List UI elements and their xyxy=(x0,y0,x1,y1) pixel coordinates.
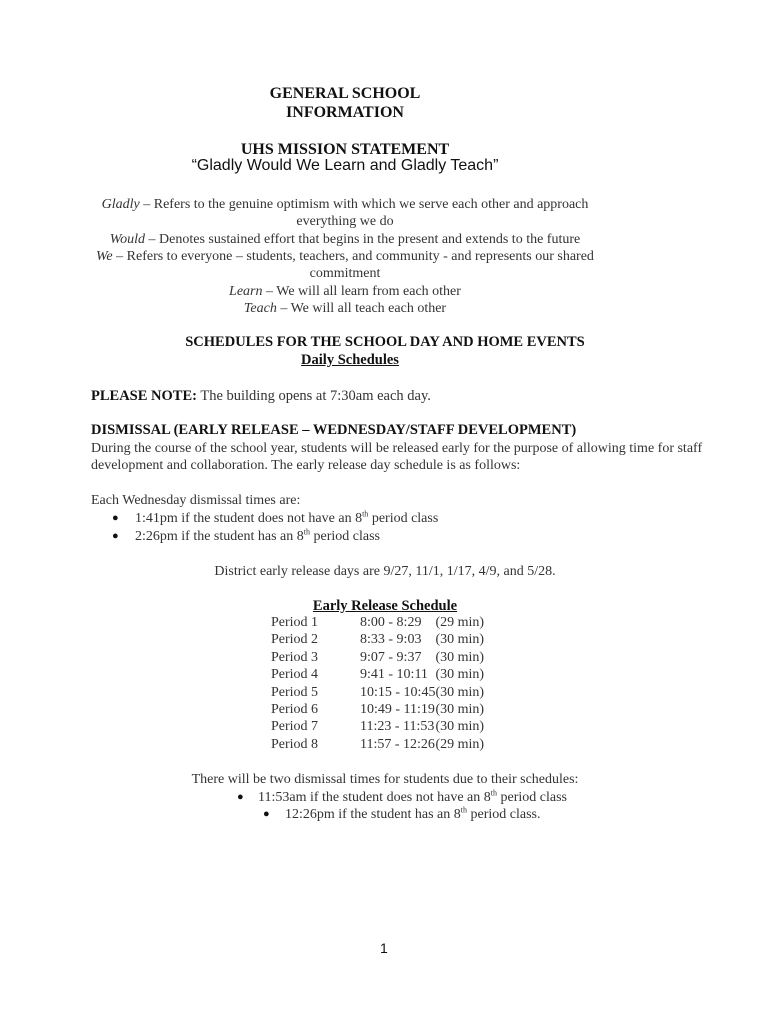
please-note-text: The building opens at 7:30am each day. xyxy=(196,388,431,404)
schedule-duration: (30 min) xyxy=(435,719,485,735)
schedule-row xyxy=(271,718,484,735)
mission-gladly-line-2: everything we do xyxy=(296,214,394,229)
schedule-period: Period 2 xyxy=(271,632,319,648)
schedule-time: 11:23 - 11:53 xyxy=(360,719,435,735)
bullet-icon: ● xyxy=(112,512,119,524)
gladly-word: Gladly xyxy=(101,197,140,212)
would-word: Would xyxy=(109,232,146,247)
schedule-time: 9:41 - 10:11 xyxy=(360,667,428,683)
early-release-table xyxy=(271,614,484,753)
wednesday-bullet-1-tail: period class xyxy=(368,511,439,526)
schedule-duration: (30 min) xyxy=(435,684,485,700)
please-note-label: PLEASE NOTE: xyxy=(91,388,197,404)
dismissal-bullet-2-text: 12:26pm if the student has an 8 xyxy=(285,807,461,822)
ordinal-suffix: th xyxy=(303,527,310,537)
schedule-duration: (30 min) xyxy=(435,667,485,683)
wednesday-bullet-1 xyxy=(135,510,438,528)
mission-quote: “Gladly Would We Learn and Gladly Teach” xyxy=(191,157,499,174)
schedules-heading: SCHEDULES FOR THE SCHOOL DAY AND HOME EVENTS xyxy=(185,334,585,350)
schedule-duration: (29 min) xyxy=(435,736,485,752)
district-release-days: District early release days are 9/27, 11/1, 1/17, 4/9, and 5/28. xyxy=(214,564,556,579)
schedule-time: 8:00 - 8:29 xyxy=(360,615,422,630)
schedule-period: Period 5 xyxy=(271,684,319,700)
schedule-period: Period 3 xyxy=(271,649,319,665)
mission-we-line-2: commitment xyxy=(309,266,381,281)
early-release-title: Early Release Schedule xyxy=(312,598,458,614)
dismissal-paragraph-line-1: During the course of the school year, students will be released early for the purpose of allowing time for staff xyxy=(91,441,703,456)
schedule-row xyxy=(271,701,484,718)
bullet-icon: ● xyxy=(112,530,119,542)
mission-teach-line xyxy=(0,300,690,318)
wednesday-bullet-2-tail: period class xyxy=(310,529,380,544)
wednesday-bullet-1-text: 1:41pm if the student does not have an 8 xyxy=(135,511,363,526)
schedule-row xyxy=(271,631,484,648)
schedule-period: Period 4 xyxy=(271,667,319,683)
dismissal-bullet-1 xyxy=(258,789,567,807)
schedule-period: Period 1 xyxy=(271,615,319,630)
dismissal-bullet-2-tail: period class. xyxy=(467,807,541,822)
dismissal-bullet-1-text: 11:53am if the student does not have an 8 xyxy=(258,790,491,805)
teach-word: Teach xyxy=(243,301,277,316)
we-word: We xyxy=(96,249,113,264)
mission-would-line xyxy=(0,231,690,249)
mission-gladly-line xyxy=(0,196,690,214)
gladly-text: – Refers to the genuine optimism with which we serve each other and approach xyxy=(139,197,589,212)
dismissal-bullet-2 xyxy=(285,806,540,824)
schedule-duration: (30 min) xyxy=(435,702,485,718)
schedule-period: Period 8 xyxy=(271,736,319,752)
schedule-time: 10:15 - 10:45 xyxy=(360,684,436,700)
mission-heading: UHS MISSION STATEMENT xyxy=(240,141,450,158)
schedule-row xyxy=(271,649,484,666)
learn-word: Learn xyxy=(229,284,263,299)
schedule-row xyxy=(271,666,484,683)
teach-text: – We will all teach each other xyxy=(276,301,447,316)
learn-text: – We will all learn from each other xyxy=(262,284,461,299)
bullet-icon: ● xyxy=(237,791,244,803)
daily-schedules-subheading: Daily Schedules xyxy=(301,352,399,368)
schedule-period: Period 6 xyxy=(271,702,319,718)
schedule-period: Period 7 xyxy=(271,719,319,735)
schedule-duration: (30 min) xyxy=(435,632,485,648)
title-line-2: INFORMATION xyxy=(286,104,404,121)
ordinal-suffix: th xyxy=(460,805,467,815)
schedule-time: 9:07 - 9:37 xyxy=(360,649,422,665)
schedule-row xyxy=(271,684,484,701)
schedule-duration: (30 min) xyxy=(435,649,485,665)
schedule-time: 11:57 - 12:26 xyxy=(360,736,435,752)
two-dismissal-intro: There will be two dismissal times for students due to their schedules: xyxy=(191,772,579,787)
dismissal-bullet-1-tail: period class xyxy=(497,790,567,805)
would-text: – Denotes sustained effort that begins in the present and extends to the future xyxy=(145,232,581,247)
we-text: – Refers to everyone – students, teachers, and community - and represents our shared xyxy=(112,249,594,264)
schedule-time: 10:49 - 11:19 xyxy=(360,702,435,718)
ordinal-suffix: th xyxy=(490,788,497,798)
page-number: 1 xyxy=(380,940,388,956)
title-line-1: GENERAL SCHOOL xyxy=(269,85,421,102)
mission-we-line xyxy=(0,248,690,266)
schedule-duration: (29 min) xyxy=(435,615,485,630)
wednesday-bullet-2 xyxy=(135,528,380,546)
bullet-icon: ● xyxy=(263,808,270,820)
wednesday-bullet-2-text: 2:26pm if the student has an 8 xyxy=(135,529,304,544)
schedule-row xyxy=(271,614,484,631)
schedule-time: 8:33 - 9:03 xyxy=(360,632,422,648)
dismissal-heading: DISMISSAL (EARLY RELEASE – WEDNESDAY/STAFF DEVELOPMENT) xyxy=(91,422,577,438)
schedule-row xyxy=(271,736,484,753)
wednesday-intro: Each Wednesday dismissal times are: xyxy=(91,493,301,508)
dismissal-paragraph-line-2: development and collaboration. The early release day schedule is as follows: xyxy=(91,458,521,473)
mission-learn-line xyxy=(0,283,690,301)
please-note xyxy=(91,388,431,406)
ordinal-suffix: th xyxy=(362,509,369,519)
